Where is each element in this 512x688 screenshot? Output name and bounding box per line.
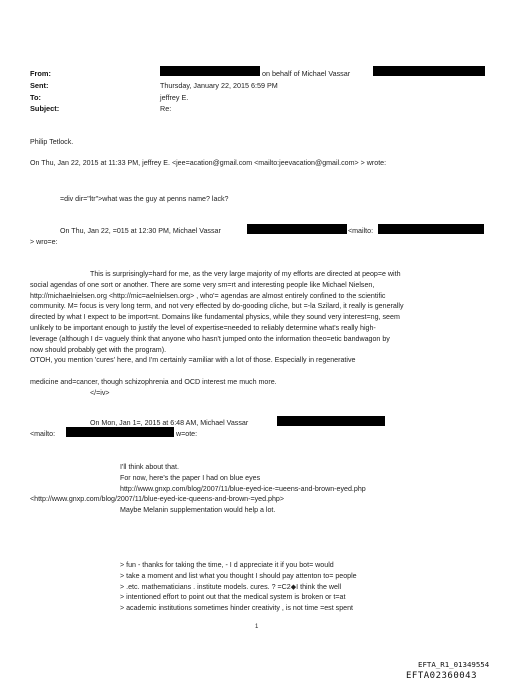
body-line: Philip Tetlock. bbox=[30, 138, 74, 146]
quote-header-cont: w=ote: bbox=[176, 430, 198, 438]
redaction-box bbox=[277, 416, 385, 426]
redaction-box bbox=[373, 66, 485, 76]
subject-value: Re: bbox=[160, 104, 172, 113]
redaction-box bbox=[378, 224, 484, 234]
body-line: Maybe Melanin supplementation would help a lot. bbox=[120, 506, 276, 514]
to-value: jeffrey E. bbox=[160, 93, 189, 102]
oto-paragraph: medicine and=cancer, though schizophrenia and OCD interest me much more. </=iv> bbox=[30, 378, 277, 397]
sent-label: Sent: bbox=[30, 81, 49, 90]
quoted-message: I'll think about that. For now, here's the paper I had on blue eyes http://www.gnxp.com/blog/2007/11/blue-eyed-ice-=ueens-and-brown-eyed.php bbox=[120, 463, 366, 493]
sent-value: Thursday, January 22, 2015 6:59 PM bbox=[160, 81, 278, 90]
body-line: =div dir="ltr">what was the guy at penns name? lack? bbox=[60, 195, 229, 203]
quote-header: On Mon, Jan 1=, 2015 at 6:48 AM, Michael Vassar bbox=[90, 419, 249, 427]
from-label: From: bbox=[30, 69, 51, 78]
subject-label: Subject: bbox=[30, 104, 60, 113]
bates-number: EFTA_R1_01349554 bbox=[418, 660, 490, 669]
redaction-box bbox=[247, 224, 347, 234]
mailto-label: <mailto: bbox=[30, 430, 56, 438]
from-value: on behalf of Michael Vassar bbox=[262, 69, 351, 78]
page-number: 1 bbox=[255, 624, 259, 630]
main-paragraph: This is surprisingly=hard for me, as the very large majority of my efforts are directed at peop=e with social agendas of one sort or another. There are some very sm=rt and interesting people like Michael Nielsen, http://michaelnielsen.org <http://mic=aelnielsen.org> , who'= agendas are almost entirely confined to the scientific community. M= focus is very long term, and not very effected by do-gooding cliche, but =-la Szilard, it really is generally directed by what I expect to be import=nt. Domains like fundamental physics, while they sound very interest=ng, seem unlikely to be important enough to justify the level of expertise=needed to reliably determine what's really high- leverage (although I d= vaguely think that anyone who hasn't jumped onto the information theo=etic bandwagon by now should probably get with the program). OTOH, you mention 'cures' here, and I'm certainly =amiliar with a lot of those. Especially in regenerative bbox=[30, 270, 404, 365]
mailto-label: <mailto: bbox=[348, 227, 374, 235]
to-label: To: bbox=[30, 93, 41, 102]
quote-header-cont: > wro=e: bbox=[30, 238, 58, 246]
reply-quoted-lines: > fun - thanks for taking the time, - I d appreciate it if you bot= would > take a moment and list what you thought I should pay attenton to= people > .etc. mathematicians . institute models. cures. ? =C2◆I think the well > intentioned effort to point out that the medical system is broken or t=at > academic institutions sometimes hinder creativity , is not time =est spent bbox=[120, 561, 357, 613]
redaction-box bbox=[160, 66, 260, 76]
redaction-box bbox=[66, 427, 174, 437]
quote-header: On Thu, Jan 22, 2015 at 11:33 PM, jeffrey E. <jee=acation@gmail.com <mailto:jeevacation@gmail.com> > wrote: bbox=[30, 159, 387, 167]
quote-header: On Thu, Jan 22, =015 at 12:30 PM, Michael Vassar bbox=[60, 227, 221, 235]
bates-number: EFTA02360043 bbox=[406, 671, 478, 681]
link-line: <http://www.gnxp.com/blog/2007/11/blue-eyed-ice-queens-and-brown-=yed.php> bbox=[30, 495, 285, 503]
